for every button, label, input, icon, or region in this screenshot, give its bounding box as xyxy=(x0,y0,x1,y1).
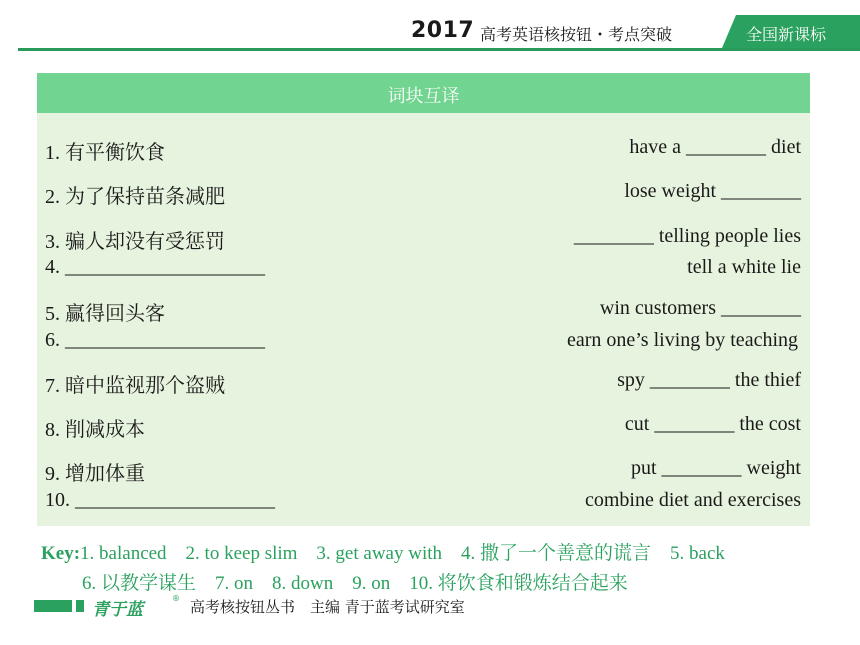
footer-accent-bar xyxy=(34,600,72,612)
row-8-chinese: 8. 削减成本 xyxy=(45,419,145,441)
row-5-english: win customers ________ xyxy=(599,297,801,319)
row-7-english: spy ________ the thief xyxy=(617,369,801,391)
row-3-chinese: 3. 骗人却没有受惩罚 xyxy=(45,231,225,253)
page-footer xyxy=(0,594,860,618)
header-year: 2017 xyxy=(411,18,475,43)
publisher-logo: 青于蓝 xyxy=(92,600,143,620)
row-10-english: combine diet and exercises xyxy=(584,489,801,511)
row-4-blank: 4. ____________________ xyxy=(45,256,265,278)
header-title: 高考英语核按钮・考点突破 xyxy=(480,25,673,44)
header-badge-label: 全国新课标 xyxy=(746,25,827,44)
row-10-blank: 10. ____________________ xyxy=(45,489,275,511)
row-6-blank: 6. ____________________ xyxy=(45,329,265,351)
table-header xyxy=(37,73,810,113)
row-2-chinese: 2. 为了保持苗条减肥 xyxy=(45,186,225,208)
row-1-english: have a ________ diet xyxy=(629,136,801,158)
answer-key-line-1 xyxy=(41,538,725,565)
row-7-chinese: 7. 暗中监视那个盗贼 xyxy=(45,375,225,397)
row-8-english: cut ________ the cost xyxy=(624,413,801,435)
answer-key-text-1: 1. balanced 2. to keep slim 3. get away with 4. 撒了一个善意的谎言 5. back xyxy=(80,543,725,564)
row-4-english: tell a white lie xyxy=(687,256,801,278)
row-6-english: earn one’s living by teaching xyxy=(566,329,798,351)
row-2-english: lose weight ________ xyxy=(624,180,801,202)
registered-mark: ® xyxy=(172,594,180,603)
footer-text: 高考核按钮丛书 主编 青于蓝考试研究室 xyxy=(190,598,465,616)
page-header xyxy=(0,0,860,52)
answer-key-line-2: 6. 以教学谋生 7. on 8. down 9. on 10. 将饮食和锻炼结合起来 xyxy=(82,573,628,594)
row-9-chinese: 9. 增加体重 xyxy=(45,463,145,485)
footer-accent-block xyxy=(76,600,84,612)
row-5-chinese: 5. 赢得回头客 xyxy=(45,303,165,325)
header-divider xyxy=(18,48,860,51)
row-1-chinese: 1. 有平衡饮食 xyxy=(45,142,165,164)
row-3-english: ________ telling people lies xyxy=(573,225,801,247)
answer-key-label: Key: xyxy=(41,543,81,564)
row-9-english: put ________ weight xyxy=(631,457,801,479)
table-title: 词块互译 xyxy=(387,86,460,107)
